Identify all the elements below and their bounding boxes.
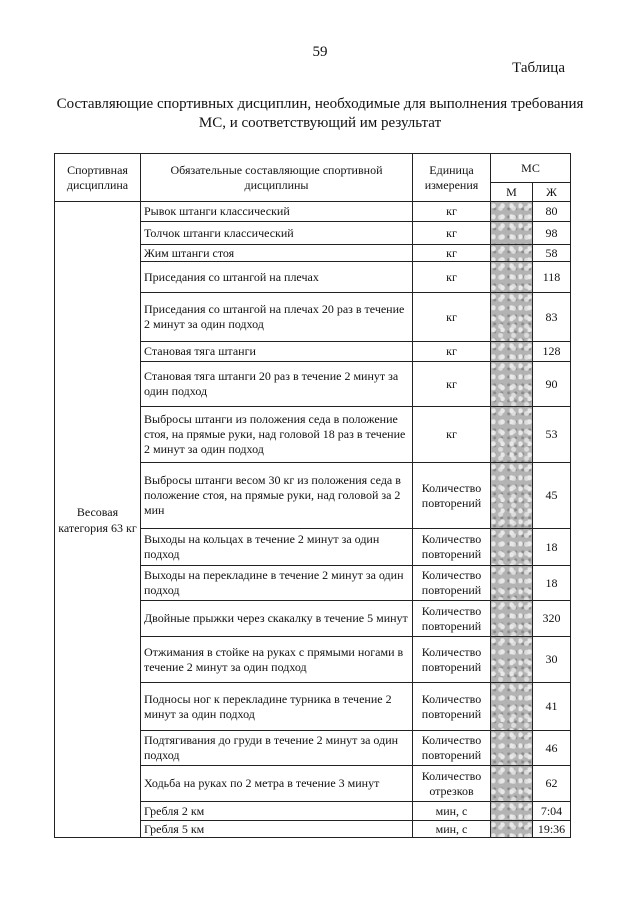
header-zh: Ж — [533, 183, 571, 202]
zh-value-cell: 7:04 — [533, 802, 571, 821]
zh-value-cell: 62 — [533, 766, 571, 802]
discipline-cell: Двойные прыжки через скакалку в течение 5 минут — [141, 601, 413, 637]
unit-cell: кг — [413, 407, 491, 463]
table-row — [55, 202, 571, 222]
zh-value-cell: 30 — [533, 637, 571, 683]
unit-cell: Количество повторений — [413, 566, 491, 601]
discipline-cell: Приседания со штангой на плечах 20 раз в течение 2 минут за один подход — [141, 293, 413, 342]
discipline-cell: Толчок штанги классический — [141, 222, 413, 245]
m-value-redacted — [491, 529, 533, 566]
zh-value-cell: 41 — [533, 683, 571, 731]
unit-cell: Количество повторений — [413, 529, 491, 566]
m-value-redacted — [491, 342, 533, 362]
m-value-redacted — [491, 463, 533, 529]
unit-cell: мин, с — [413, 821, 491, 838]
discipline-cell: Становая тяга штанги — [141, 342, 413, 362]
m-value-redacted — [491, 601, 533, 637]
zh-value-cell: 46 — [533, 731, 571, 766]
zh-value-cell: 45 — [533, 463, 571, 529]
discipline-cell: Жим штанги стоя — [141, 245, 413, 262]
zh-value-cell: 118 — [533, 262, 571, 293]
m-value-redacted — [491, 683, 533, 731]
discipline-cell: Ходьба на руках по 2 метра в течение 3 минут — [141, 766, 413, 802]
zh-value-cell: 80 — [533, 202, 571, 222]
header-components: Обязательные составляющие спортивной дисциплины — [141, 154, 413, 202]
page-number: 59 — [312, 44, 328, 60]
m-value-redacted — [491, 407, 533, 463]
discipline-cell: Выбросы штанги весом 30 кг из положения седа в положение стоя, на прямые руки, над головой за 2 мин — [141, 463, 413, 529]
header-m: М — [491, 183, 533, 202]
m-value-redacted — [491, 802, 533, 821]
zh-value-cell: 98 — [533, 222, 571, 245]
zh-value-cell: 90 — [533, 362, 571, 407]
zh-value-cell: 18 — [533, 566, 571, 601]
unit-cell: кг — [413, 222, 491, 245]
unit-cell: кг — [413, 342, 491, 362]
unit-cell: Количество отрезков — [413, 766, 491, 802]
category-cell: Весовая категория 63 кг — [55, 202, 141, 838]
m-value-redacted — [491, 262, 533, 293]
m-value-redacted — [491, 202, 533, 222]
unit-cell: кг — [413, 262, 491, 293]
zh-value-cell: 53 — [533, 407, 571, 463]
discipline-cell: Приседания со штангой на плечах — [141, 262, 413, 293]
zh-value-cell: 83 — [533, 293, 571, 342]
unit-cell: Количество повторений — [413, 637, 491, 683]
m-value-redacted — [491, 766, 533, 802]
discipline-cell: Становая тяга штанги 20 раз в течение 2 минут за один подход — [141, 362, 413, 407]
zh-value-cell: 18 — [533, 529, 571, 566]
m-value-redacted — [491, 637, 533, 683]
table-caption — [40, 95, 600, 133]
unit-cell: кг — [413, 202, 491, 222]
discipline-cell: Выходы на кольцах в течение 2 минут за один подход — [141, 529, 413, 566]
zh-value-cell: 128 — [533, 342, 571, 362]
m-value-redacted — [491, 821, 533, 838]
m-value-redacted — [491, 362, 533, 407]
m-value-redacted — [491, 222, 533, 245]
unit-cell: кг — [413, 293, 491, 342]
caption-line-1: Составляющие спортивных дисциплин, необходимые для выполнения требования — [56, 96, 584, 112]
m-value-redacted — [491, 731, 533, 766]
discipline-cell: Подносы ног к перекладине турника в течение 2 минут за один подход — [141, 683, 413, 731]
requirements-table — [54, 153, 571, 838]
m-value-redacted — [491, 293, 533, 342]
unit-cell: Количество повторений — [413, 601, 491, 637]
header-unit: Единица измерения — [413, 154, 491, 202]
discipline-cell: Выходы на перекладине в течение 2 минут за один подход — [141, 566, 413, 601]
discipline-cell: Гребля 2 км — [141, 802, 413, 821]
zh-value-cell: 320 — [533, 601, 571, 637]
discipline-cell: Рывок штанги классический — [141, 202, 413, 222]
discipline-cell: Гребля 5 км — [141, 821, 413, 838]
unit-cell: Количество повторений — [413, 463, 491, 529]
discipline-cell: Отжимания в стойке на руках с прямыми ногами в течение 2 минут за один подход — [141, 637, 413, 683]
table-label: Таблица — [512, 60, 565, 76]
header-sport: Спортивная дисциплина — [55, 154, 141, 202]
discipline-cell: Подтягивания до груди в течение 2 минут за один подход — [141, 731, 413, 766]
header-ms: МС — [491, 154, 571, 183]
discipline-cell: Выбросы штанги из положения седа в положение стоя, на прямые руки, над головой 18 раз в течение 2 минут за один подход — [141, 407, 413, 463]
zh-value-cell: 19:36 — [533, 821, 571, 838]
caption-line-2: МС, и соответствующий им результат — [198, 115, 442, 131]
zh-value-cell: 58 — [533, 245, 571, 262]
unit-cell: мин, с — [413, 802, 491, 821]
unit-cell: Количество повторений — [413, 731, 491, 766]
m-value-redacted — [491, 245, 533, 262]
unit-cell: Количество повторений — [413, 683, 491, 731]
unit-cell: кг — [413, 362, 491, 407]
unit-cell: кг — [413, 245, 491, 262]
m-value-redacted — [491, 566, 533, 601]
